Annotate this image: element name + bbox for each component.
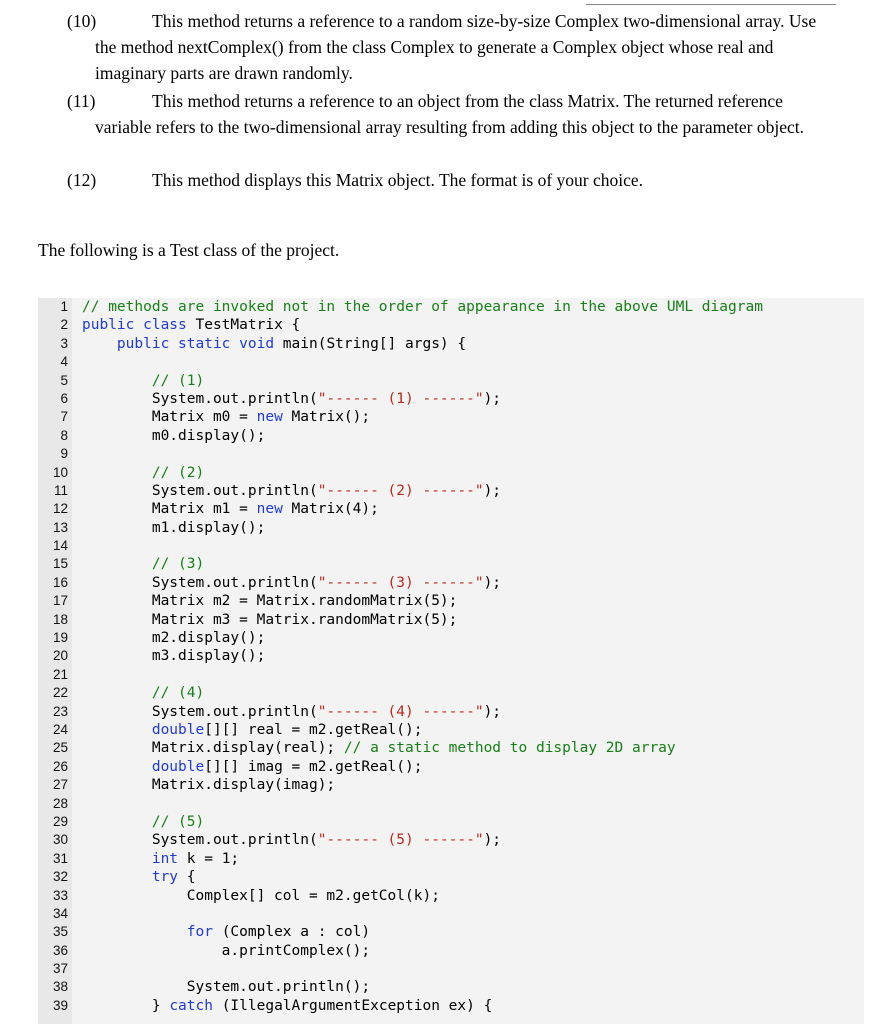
top-divider (586, 4, 836, 5)
code-line (38, 923, 864, 941)
line-number: 13 (52, 519, 68, 535)
item-number: (10) (67, 11, 97, 31)
code-string: "------ (3) ------" (317, 574, 484, 591)
code-line (38, 316, 864, 334)
code-text: Matrix(); (282, 409, 371, 426)
code-line (38, 555, 864, 573)
code-text (82, 869, 152, 885)
line-number: 16 (52, 574, 68, 590)
item-continuation-text: array. Use the method nextComplex() from the class Complex to generate a Complex object whose real and imaginary parts are drawn randomly. (95, 11, 817, 83)
method-description-12 (67, 167, 835, 193)
code-text: main(String[] args) { (274, 335, 467, 352)
line-number: 32 (52, 869, 68, 885)
code-text: a.printComplex(); (82, 942, 371, 959)
code-line (38, 758, 864, 776)
code-line (38, 813, 864, 831)
code-source (82, 703, 501, 721)
code-comment: // (3) (82, 556, 205, 573)
code-line (38, 335, 864, 353)
line-number: 27 (52, 777, 68, 793)
code-source (82, 684, 204, 702)
line-number: 28 (52, 795, 68, 811)
code-source (82, 647, 265, 665)
code-text: TestMatrix { (186, 317, 301, 334)
line-number: 14 (52, 538, 68, 554)
code-source (82, 372, 204, 390)
code-lines (38, 298, 864, 1015)
item-lead-text: This method returns a reference to an object from the class Matrix. The returned (152, 91, 714, 111)
line-number: 1 (60, 299, 68, 314)
code-source (82, 500, 379, 518)
code-line (38, 997, 864, 1015)
code-text (82, 924, 187, 940)
code-keyword: for (186, 924, 213, 941)
code-text (82, 722, 152, 738)
line-number: 6 (60, 390, 68, 406)
code-line (38, 850, 864, 868)
line-number: 19 (52, 630, 68, 646)
code-listing (38, 298, 864, 1024)
line-number: 26 (52, 758, 68, 774)
code-text: Matrix.display(real); (82, 740, 344, 757)
code-keyword: int (151, 850, 179, 867)
code-source (82, 335, 466, 353)
code-text: Matrix m3 = Matrix.randomMatrix(5); (82, 611, 458, 628)
code-keyword: public class (82, 317, 187, 334)
code-line (38, 647, 864, 665)
code-line (38, 519, 864, 537)
code-text: [][] imag = m2.getReal(); (204, 758, 423, 775)
code-text: System.out.println(); (82, 979, 371, 996)
code-text: (IllegalArgumentException ex) { (212, 997, 493, 1014)
test-class-intro: The following is a Test class of the project. (38, 240, 340, 260)
code-comment: // (5) (82, 813, 205, 830)
code-source (82, 592, 457, 610)
code-source (82, 574, 501, 592)
code-text: [][] real = m2.getReal(); (204, 721, 423, 738)
code-source (82, 942, 370, 960)
code-line (38, 372, 864, 390)
code-comment: // (1) (82, 372, 205, 389)
code-line (38, 795, 864, 813)
code-text: System.out.println( (82, 574, 318, 591)
code-text: m3.display(); (82, 648, 266, 665)
code-source (82, 464, 204, 482)
line-number: 29 (52, 813, 68, 829)
code-line (38, 574, 864, 592)
code-text: (Complex a : col) (212, 924, 371, 941)
code-source (82, 868, 196, 886)
code-string: "------ (1) ------" (317, 390, 484, 407)
code-source (82, 721, 422, 739)
code-text: Matrix.display(imag); (82, 777, 336, 794)
code-line (38, 776, 864, 794)
code-source (82, 978, 370, 996)
code-text: m0.display(); (82, 427, 266, 444)
item-number: (11) (67, 91, 96, 111)
code-keyword: new (256, 409, 283, 426)
code-line (38, 942, 864, 960)
line-number: 9 (60, 446, 68, 462)
line-number: 7 (60, 409, 68, 425)
code-source (82, 298, 763, 316)
code-text (82, 851, 152, 867)
line-number: 35 (52, 924, 68, 940)
code-line (38, 390, 864, 408)
line-number: 10 (52, 464, 68, 480)
line-number: 37 (52, 961, 68, 977)
line-number: 30 (52, 832, 68, 848)
line-number: 15 (52, 556, 68, 572)
code-text: Matrix m0 = (82, 409, 257, 426)
line-number: 11 (53, 482, 68, 498)
code-comment: // (4) (82, 685, 205, 702)
code-keyword: catch (169, 997, 213, 1014)
code-text: ); (483, 832, 502, 849)
item-lead-text: This method returns a reference to a random size-by-size Complex two-dimensional (152, 11, 741, 31)
method-description-11 (67, 88, 835, 140)
code-source (82, 776, 335, 794)
code-line (38, 629, 864, 647)
code-line (38, 721, 864, 739)
code-line (38, 739, 864, 757)
code-source (82, 427, 265, 445)
code-line (38, 666, 864, 684)
code-keyword: try (151, 869, 179, 886)
code-comment: // (2) (82, 464, 205, 481)
code-keyword: double (151, 758, 205, 775)
code-line (38, 684, 864, 702)
code-source (82, 316, 300, 334)
line-number: 38 (52, 979, 68, 995)
code-line (38, 482, 864, 500)
line-number: 18 (52, 611, 68, 627)
code-text: System.out.println( (82, 482, 318, 499)
code-text: ); (483, 390, 502, 407)
code-text (82, 759, 152, 775)
line-number: 8 (60, 427, 68, 443)
code-keyword: public static void (116, 335, 275, 352)
code-source (82, 997, 492, 1015)
code-line (38, 298, 864, 316)
code-source (82, 629, 265, 647)
code-text: } (82, 997, 170, 1014)
line-number: 12 (52, 501, 68, 517)
code-source (82, 482, 501, 500)
code-text: Matrix(4); (282, 501, 379, 518)
code-line (38, 868, 864, 886)
code-text: Matrix m1 = (82, 501, 257, 518)
code-text: ); (483, 703, 502, 720)
code-text: System.out.println( (82, 703, 318, 720)
code-source (82, 739, 676, 757)
item-number: (12) (67, 170, 97, 190)
code-string: "------ (2) ------" (317, 482, 484, 499)
code-line (38, 500, 864, 518)
code-text: m2.display(); (82, 630, 266, 647)
line-number: 31 (52, 850, 68, 866)
code-line (38, 427, 864, 445)
code-keyword: new (256, 501, 283, 518)
code-source (82, 850, 239, 868)
code-comment: // a static method to display 2D array (343, 740, 676, 757)
code-string: "------ (5) ------" (317, 832, 484, 849)
line-number: 39 (52, 997, 68, 1013)
code-text (82, 336, 117, 352)
code-text: k = 1; (178, 850, 240, 867)
code-text: System.out.println( (82, 390, 318, 407)
line-number: 5 (60, 372, 68, 388)
code-line (38, 887, 864, 905)
method-description-10 (67, 8, 835, 86)
line-number: 34 (52, 905, 68, 921)
code-source (82, 408, 370, 426)
code-source (82, 887, 440, 905)
code-source (82, 758, 422, 776)
code-line (38, 464, 864, 482)
code-line (38, 611, 864, 629)
code-line (38, 592, 864, 610)
code-text: { (178, 869, 196, 886)
code-source (82, 831, 501, 849)
code-line (38, 408, 864, 426)
item-continuation-text: reference variable refers to the two-dimensional array resulting from adding this object to the parameter object. (95, 91, 804, 137)
code-string: "------ (4) ------" (317, 703, 484, 720)
code-line (38, 537, 864, 555)
line-number: 3 (60, 335, 68, 351)
code-line (38, 445, 864, 463)
code-source (82, 555, 204, 573)
line-number: 24 (52, 721, 68, 737)
line-number: 4 (60, 354, 68, 370)
line-number: 22 (52, 685, 68, 701)
line-number: 33 (52, 887, 68, 903)
line-number: 2 (60, 317, 68, 333)
code-text: Matrix m2 = Matrix.randomMatrix(5); (82, 593, 458, 610)
code-source (82, 611, 457, 629)
code-line (38, 978, 864, 996)
line-number: 17 (52, 593, 68, 609)
code-comment: // methods are invoked not in the order of appearance in the above UML diagram (82, 299, 763, 315)
code-text: System.out.println( (82, 832, 318, 849)
code-line (38, 703, 864, 721)
line-number: 25 (52, 740, 68, 756)
code-source (82, 923, 370, 941)
code-text: m1.display(); (82, 519, 266, 536)
code-source (82, 390, 501, 408)
line-number: 20 (52, 648, 68, 664)
code-source (82, 519, 265, 537)
code-text: Complex[] col = m2.getCol(k); (82, 887, 440, 904)
code-source (82, 813, 204, 831)
code-line (38, 831, 864, 849)
line-number: 21 (52, 666, 68, 682)
code-text: ); (483, 482, 502, 499)
code-line (38, 960, 864, 978)
code-line (38, 353, 864, 371)
item-lead-text: This method displays this Matrix object. The format is of your choice. (152, 170, 644, 190)
code-line (38, 905, 864, 923)
line-number: 36 (52, 942, 68, 958)
code-keyword: double (151, 721, 205, 738)
code-text: ); (483, 574, 502, 591)
line-number: 23 (52, 703, 68, 719)
